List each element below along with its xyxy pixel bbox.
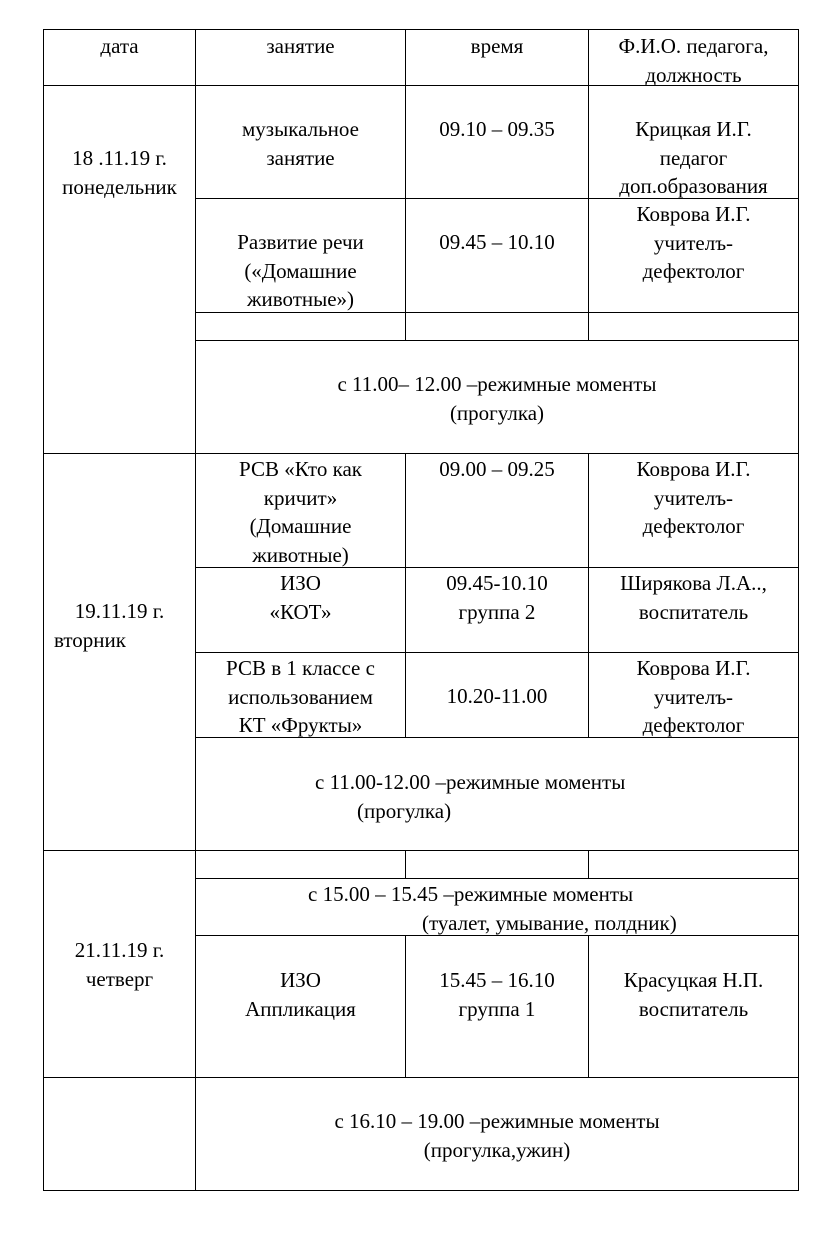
border-top (43, 29, 799, 30)
header-date: дата (100, 34, 139, 58)
time-cell: 09.10 – 09.35 (439, 117, 555, 141)
regime-cell: с 16.10 – 19.00 –режимные моменты (прогулка,ужин) (334, 1109, 660, 1162)
time-cell: 10.20-11.00 (446, 684, 548, 708)
day-date: 19.11.19 г. (74, 599, 165, 623)
row-divider (195, 652, 799, 653)
day-weekday: вторник (54, 628, 126, 652)
col-divider-3 (588, 850, 589, 879)
col-divider-2 (405, 29, 406, 341)
row-divider (195, 878, 799, 879)
border-right (798, 29, 799, 1191)
row-divider (43, 1077, 799, 1078)
regime-cell: с 11.00– 12.00 –режимные моменты (прогулка) (337, 372, 657, 425)
activity-cell: РСВ «Кто как кричит» (Домашние животные) (239, 457, 362, 567)
regime-cell: с 11.00-12.00 –режимные моменты (прогулка) (315, 770, 626, 823)
header-time: время (470, 34, 524, 58)
time-cell: 09.00 – 09.25 (439, 457, 555, 481)
teacher-cell: Красуцкая Н.П. воспитатель (623, 968, 764, 1021)
teacher-cell: Коврова И.Г. учителъ- дефектолог (636, 202, 751, 283)
regime-cell: с 15.00 – 15.45 –режимные моменты (туалет, умывание, полдник) (308, 882, 677, 935)
header-teacher: Ф.И.О. педагога, должность (618, 34, 769, 87)
teacher-cell: Коврова И.Г. учителъ- дефектолог (636, 457, 751, 538)
activity-cell: ИЗО «КОТ» (269, 571, 332, 624)
time-cell: 15.45 – 16.10 группа 1 (439, 968, 555, 1021)
row-divider (195, 340, 799, 341)
activity-cell: Развитие речи («Домашние животные») (237, 230, 364, 311)
col-divider-2 (405, 850, 406, 879)
row-divider (43, 850, 799, 851)
activity-cell: РСВ в 1 классе с использованием КТ «Фрукты» (226, 656, 375, 737)
border-bottom (43, 1190, 799, 1191)
day-date: 18 .11.19 г. понедельник (62, 146, 177, 199)
time-cell: 09.45 – 10.10 (439, 230, 555, 254)
header-activity: занятие (266, 34, 335, 58)
teacher-cell: Коврова И.Г. учителъ- дефектолог (636, 656, 751, 737)
activity-cell: музыкальное занятие (242, 117, 359, 170)
time-cell: 09.45-10.10 группа 2 (446, 571, 548, 624)
row-divider (43, 453, 799, 454)
activity-cell: ИЗО Аппликация (245, 968, 356, 1021)
teacher-cell: Ширякова Л.А.., воспитатель (620, 571, 767, 624)
teacher-cell: Крицкая И.Г. педагог доп.образования (619, 117, 768, 198)
day-date: 21.11.19 г. четверг (74, 938, 165, 991)
